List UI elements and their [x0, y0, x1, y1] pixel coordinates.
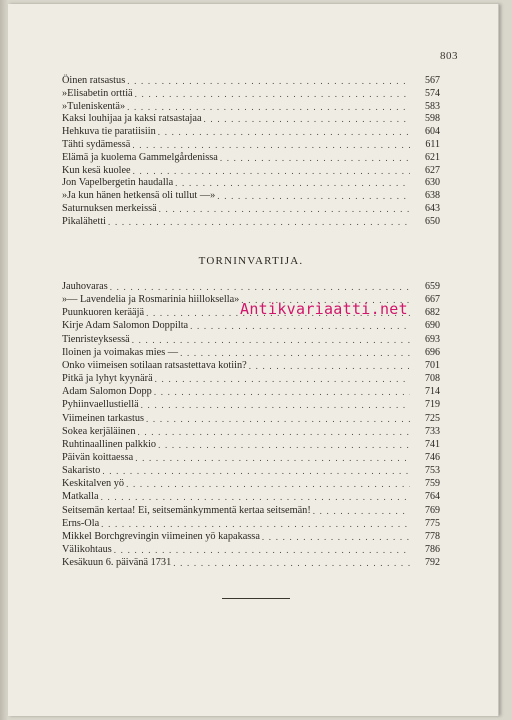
toc-entry-title: Matkalla [62, 491, 99, 503]
leader-dots [132, 334, 410, 346]
leader-dots [101, 518, 410, 530]
leader-dots [190, 320, 410, 332]
leader-dots [126, 478, 410, 490]
toc-entry-title: Saturnuksen merkeissä [62, 203, 157, 214]
leader-dots [262, 531, 410, 543]
toc-entry-page: 792 [425, 557, 440, 569]
toc-entry [62, 385, 440, 398]
toc-entry-page: 630 [425, 177, 440, 189]
toc-entry-page: 583 [425, 100, 440, 112]
toc-entry [62, 451, 440, 464]
toc-entry [62, 176, 440, 189]
toc-entry-page: 627 [425, 164, 440, 176]
toc-entry-page: 650 [425, 215, 440, 227]
toc-entry-title: Elämä ja kuolema Gammelgårdenissa [62, 151, 218, 163]
toc-entry-title: »Tuleniskentä» [62, 100, 126, 112]
toc-entry-title: Iloinen ja voimakas mies — [62, 346, 179, 358]
leader-dots [155, 373, 410, 385]
leader-dots [135, 88, 410, 100]
leader-dots [159, 203, 410, 215]
toc-entry-page: 604 [425, 126, 440, 138]
toc-entry-page: 719 [425, 399, 440, 411]
leader-dots [217, 190, 410, 202]
leader-dots [108, 216, 410, 228]
leader-dots [180, 347, 410, 359]
toc-entry-page: 714 [425, 386, 440, 398]
toc-entry [62, 333, 440, 346]
toc-entry-title: Sakaristo [62, 465, 101, 477]
toc-entry-page: 786 [425, 544, 440, 555]
toc-entry [62, 319, 440, 332]
toc-entry [62, 530, 440, 543]
leader-dots [173, 557, 410, 569]
toc-entry [62, 543, 440, 556]
toc-entry-title: Keskitalven yö [62, 478, 125, 490]
toc-entry-page: 567 [425, 75, 440, 86]
toc-entry [62, 517, 440, 530]
leader-dots [132, 139, 410, 151]
toc-entry-page: 701 [425, 359, 440, 371]
toc-entry-page: 778 [425, 530, 440, 542]
toc-entry-page: 733 [425, 425, 440, 437]
toc-entry [62, 189, 440, 202]
leader-dots [135, 452, 410, 464]
toc-entry-title: Jon Vapelbergetin haudalla [62, 177, 174, 189]
toc-entry-page: 611 [425, 139, 440, 150]
toc-entry-page: 638 [425, 190, 440, 202]
toc-entry-page: 643 [425, 203, 440, 214]
toc-entry [62, 112, 440, 125]
toc-entry [62, 151, 440, 164]
toc-entry-title: Viimeinen tarkastus [62, 412, 145, 424]
leader-dots [154, 386, 410, 398]
toc-entry-title: Tienristeyksessä [62, 333, 130, 345]
toc-entry [62, 125, 440, 138]
toc-entry [62, 425, 440, 438]
toc-entry-page: 746 [425, 451, 440, 463]
toc-entry-title: »Ja kun hänen hetkensä oli tullut —» [62, 190, 216, 202]
leader-dots [110, 281, 410, 293]
leader-dots [158, 439, 410, 451]
toc-entry-title: Kun kesä kuolee [62, 164, 131, 176]
toc-entry-page: 682 [425, 307, 440, 319]
toc-entry-page: 769 [425, 504, 440, 516]
toc-entry-page: 708 [425, 373, 440, 385]
leader-dots [101, 491, 410, 503]
toc-entry [62, 87, 440, 100]
toc-entry-title: Seitsemän kertaa! Ei, seitsemänkymmentä kertaa seitsemän! [62, 504, 311, 516]
page-number: 803 [440, 50, 458, 62]
toc-entry-title: Kaksi louhijaa ja kaksi ratsastajaa [62, 113, 202, 125]
toc-entry-page: 696 [425, 346, 440, 358]
toc-entry-page: 693 [425, 333, 440, 345]
toc-entry-title: Erns-Ola [62, 517, 100, 529]
toc-entry-page: 621 [425, 151, 440, 163]
toc-entry [62, 398, 440, 411]
leader-dots [141, 399, 410, 411]
leader-dots [146, 413, 410, 425]
leader-dots [158, 126, 410, 138]
toc-entry-title: Sokea kerjäläinen [62, 425, 136, 437]
toc-entry [62, 138, 440, 151]
toc-entry-page: 690 [425, 320, 440, 332]
toc-entry [62, 74, 440, 87]
toc-entry [62, 412, 440, 425]
toc-entry-title: »Elisabetin orttiä [62, 87, 133, 99]
leader-dots [127, 101, 410, 113]
toc-entry-title: Ruhtinaallinen palkkio [62, 438, 157, 450]
toc-entry [62, 280, 440, 293]
leader-dots [313, 505, 410, 517]
toc-entry [62, 202, 440, 215]
toc-entry-page: 741 [425, 438, 440, 450]
toc-entry-page: 759 [425, 478, 440, 490]
toc-entry [62, 359, 440, 372]
toc-entry-title: Mikkel Borchgrevingin viimeinen yö kapakassa [62, 530, 260, 542]
toc-entry [62, 100, 440, 113]
section-title: TORNINVARTIJA. [198, 255, 304, 267]
toc-entry-title: Välikohtaus [62, 544, 112, 555]
toc-entry-page: 667 [425, 294, 440, 306]
toc-entry-title: Pikalähetti [62, 215, 107, 227]
toc-entry-title: Jauhovaras [62, 281, 108, 292]
leader-dots [220, 152, 410, 164]
toc-entry-title: Kirje Adam Salomon Doppilta [62, 320, 189, 332]
toc-entry-title: Kesäkuun 6. päivänä 1731 [62, 557, 172, 569]
toc-entry-page: 659 [425, 281, 440, 292]
toc-entry-page: 574 [425, 87, 440, 99]
toc-entry-page: 753 [425, 465, 440, 477]
leader-dots [204, 113, 410, 125]
leader-dots [175, 177, 410, 189]
toc-entry [62, 490, 440, 503]
toc-entry-page: 598 [425, 113, 440, 125]
leader-dots [249, 360, 410, 372]
toc-entry [62, 504, 440, 517]
toc-entry-title: Puunkuoren kerääjä [62, 307, 145, 319]
toc-entry [62, 477, 440, 490]
binding-shadow [0, 0, 8, 720]
toc-entry [62, 372, 440, 385]
toc-entry-title: Tähti sydämessä [62, 139, 131, 150]
toc-entry-title: Päivän koittaessa [62, 451, 134, 463]
toc-entry-title: Adam Salomon Dopp [62, 386, 152, 398]
leader-dots [102, 465, 410, 477]
toc-entry [62, 556, 440, 569]
toc-entry-title: Hehkuva tie paratiisiin [62, 126, 156, 138]
leader-dots [133, 165, 410, 177]
closing-rule [222, 598, 290, 599]
toc-entry-title: Pyhiinvaellustiellä [62, 399, 139, 411]
toc-entry [62, 464, 440, 477]
toc-entry [62, 215, 440, 228]
leader-dots [114, 544, 410, 556]
toc-entry-title: Öinen ratsastus [62, 75, 126, 86]
toc-entry [62, 346, 440, 359]
toc-entry-page: 725 [425, 412, 440, 424]
toc-entry-title: Onko viimeisen sotilaan ratsastettava kotiin? [62, 359, 247, 371]
toc-entry [62, 164, 440, 177]
leader-dots [127, 75, 410, 87]
leader-dots [137, 426, 410, 438]
toc-entry-page: 775 [425, 517, 440, 529]
toc-entry-title: »— Lavendelia ja Rosmarinia hiilloksella» [62, 294, 240, 306]
toc-entry [62, 438, 440, 451]
watermark: Antikvariaatti.net [240, 300, 408, 318]
toc-entry-page: 764 [425, 491, 440, 503]
toc-entry-title: Pitkä ja lyhyt kyynärä [62, 373, 153, 385]
